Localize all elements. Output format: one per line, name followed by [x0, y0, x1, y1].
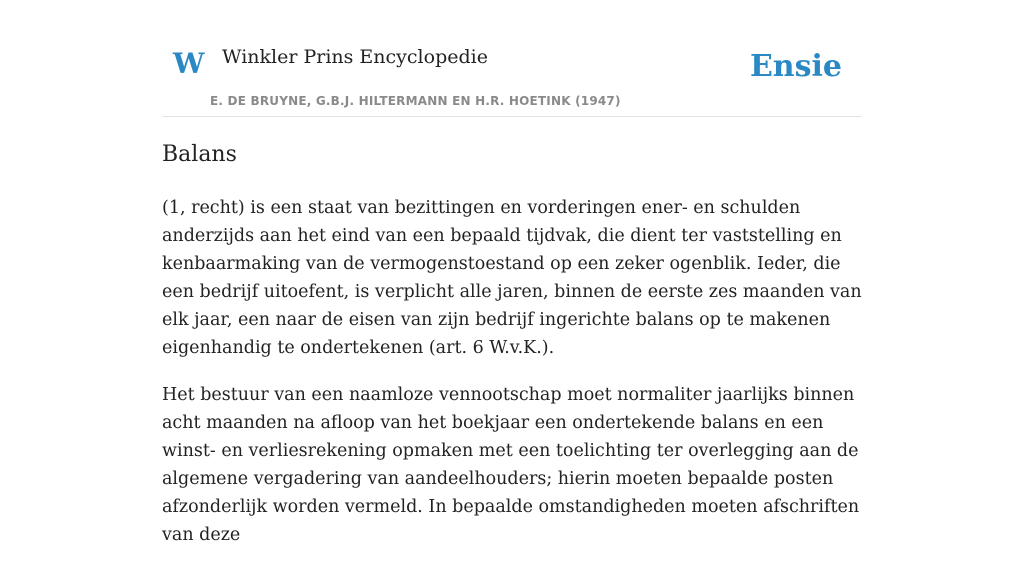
article-headword: Balans [162, 142, 237, 167]
header [162, 0, 862, 117]
publication-authors: E. DE BRUYNE, G.B.J. HILTERMANN EN H.R. HOETINK (1947) [210, 94, 621, 108]
winkler-prins-logo[interactable]: W [173, 47, 205, 80]
ensie-brand-logo[interactable]: Ensie [749, 49, 842, 84]
article-paragraph: (1, recht) is een staat van bezittingen en vorderingen ener- en schulden anderzijds aan het eind van een bepaald tijdvak, die dient ter vaststelling en kenbaarmaking van de vermogenstoestand op een zeker ogenblik. Ieder, die een bedrijf uitoefent, is verplicht alle jaren, binnen de eerste zes maanden van elk jaar, een naar de eisen van zijn bedrijf ingerichte balans op te makenen eigenhandig te ondertekenen (art. 6 W.v.K.). [162, 198, 862, 358]
article [162, 138, 862, 568]
article-paragraph: Het bestuur van een naamloze vennootschap moet normaliter jaarlijks binnen acht maanden na afloop van het boekjaar een ondertekende balans en een winst- en verliesrekening opmaken met een toelichting ter overlegging aan de algemene vergadering van aandeelhouders; hierin moeten bepaalde posten afzonderlijk worden vermeld. In bepaalde omstandigheden moeten afschriften van deze [162, 385, 860, 545]
publication-title[interactable]: Winkler Prins Encyclopedie [222, 46, 488, 68]
